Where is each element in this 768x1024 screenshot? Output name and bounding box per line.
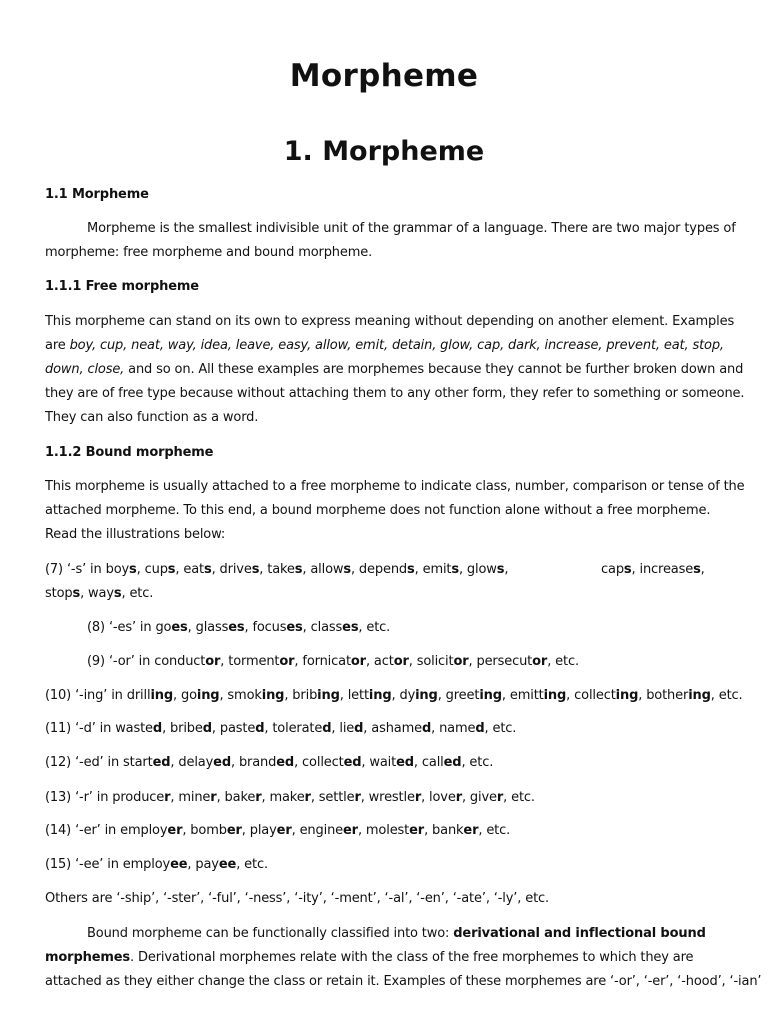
morpheme-suffix: ed xyxy=(343,755,362,770)
morpheme-suffix: ing xyxy=(479,688,502,703)
morpheme-suffix: er xyxy=(463,823,479,838)
paragraph-line xyxy=(87,926,767,942)
paragraph-line: attached morpheme. To this end, a bound morpheme does not function alone without a free morpheme. xyxy=(45,503,711,518)
morpheme-suffix: d xyxy=(421,721,432,736)
text-run: , bake xyxy=(216,790,256,805)
text-run: , make xyxy=(261,790,305,805)
text-run: , drive xyxy=(211,562,252,577)
morpheme-suffix: s xyxy=(451,562,459,577)
morpheme-suffix: ing xyxy=(150,688,174,703)
morpheme-suffix: or xyxy=(453,654,469,669)
text-run: (7) ‘-s’ in boy xyxy=(45,562,130,577)
text-run: (8) ‘-es’ in go xyxy=(87,620,172,635)
text-run: , pay xyxy=(187,857,219,872)
morpheme-suffix: r xyxy=(414,790,422,805)
text-run: . Derivational morphemes relate with the class of the free morphemes to which they are xyxy=(130,950,694,965)
text-run: (11) ‘-d’ in waste xyxy=(45,721,153,736)
morpheme-suffix: ing xyxy=(368,688,392,703)
paragraph-line: attached as they either change the class or retain it. Examples of these morphemes are ‘-or’, ‘-er’, ‘-hood’, ‘-ian’ xyxy=(45,974,762,989)
morpheme-suffix: d xyxy=(475,721,485,736)
text-run: , etc. xyxy=(121,586,154,601)
text-run: , etc. xyxy=(503,790,535,805)
text-run: , paste xyxy=(211,721,256,736)
text-run: , molest xyxy=(357,823,410,838)
example-words: down, close, xyxy=(45,362,125,377)
text-run: (10) ‘-ing’ in drill xyxy=(45,688,151,703)
text-run: , eat xyxy=(175,562,204,577)
text-run: , etc. xyxy=(236,857,268,872)
morpheme-suffix: or xyxy=(350,654,366,669)
example-9 xyxy=(87,654,767,670)
text-run: , love xyxy=(421,790,456,805)
morpheme-suffix: s xyxy=(72,586,81,601)
text-run: , emit xyxy=(414,562,452,577)
text-run: , brand xyxy=(230,755,277,770)
text-run: , go xyxy=(173,688,197,703)
text-run: , name xyxy=(431,721,476,736)
morpheme-suffix: r xyxy=(255,790,262,805)
document-title: Morpheme xyxy=(289,58,479,94)
morpheme-suffix: es xyxy=(342,620,359,635)
morpheme-suffix: d xyxy=(255,721,265,736)
morpheme-suffix: ing xyxy=(261,688,285,703)
morpheme-suffix: er xyxy=(276,823,292,838)
morpheme-suffix: ed xyxy=(443,755,462,770)
text-run: , collect xyxy=(566,688,616,703)
morpheme-suffix: r xyxy=(304,790,311,805)
text-run: , bank xyxy=(424,823,464,838)
example-7-part-b xyxy=(601,562,705,578)
example-15 xyxy=(45,857,725,873)
text-run: , act xyxy=(365,654,394,669)
morpheme-suffix: er xyxy=(343,823,358,838)
text-run: , lett xyxy=(339,688,369,703)
morpheme-suffix: or xyxy=(393,654,409,669)
morpheme-suffix: or xyxy=(532,654,548,669)
morpheme-suffix: r xyxy=(455,790,462,805)
morpheme-suffix: es xyxy=(228,620,245,635)
morpheme-suffix: ed xyxy=(276,755,295,770)
text-run: , greet xyxy=(437,688,480,703)
morpheme-suffix: ing xyxy=(615,688,639,703)
morpheme-suffix: or xyxy=(279,654,295,669)
section-heading-1-1-2: 1.1.2 Bound morpheme xyxy=(45,445,214,460)
text-run: , glass xyxy=(187,620,229,635)
morpheme-suffix: ee xyxy=(218,857,237,872)
example-11 xyxy=(45,721,725,737)
morpheme-suffix: ed xyxy=(213,755,231,770)
morpheme-suffix: ing xyxy=(415,688,438,703)
morpheme-suffix: s xyxy=(623,562,632,577)
text-run: , tolerate xyxy=(264,721,323,736)
text-run: , xyxy=(700,562,705,577)
morpheme-suffix: s xyxy=(167,562,176,577)
morpheme-suffix: s xyxy=(203,562,212,577)
paragraph-line xyxy=(45,362,744,378)
text-run: , solicit xyxy=(408,654,454,669)
example-12 xyxy=(45,755,725,771)
text-run: , play xyxy=(241,823,277,838)
morpheme-suffix: es xyxy=(171,620,188,635)
text-run: (13) ‘-r’ in produce xyxy=(45,790,165,805)
morpheme-suffix: er xyxy=(226,823,242,838)
example-14 xyxy=(45,823,725,839)
paragraph-line: morpheme: free morpheme and bound morpheme. xyxy=(45,245,373,260)
paragraph-line xyxy=(45,338,725,354)
paragraph-line: This morpheme is usually attached to a free morpheme to indicate class, number, comparison or tense of the xyxy=(45,479,745,494)
text-run: , wrestle xyxy=(360,790,415,805)
morpheme-suffix: s xyxy=(113,586,122,601)
text-run: , bribe xyxy=(162,721,203,736)
text-run: cap xyxy=(601,562,624,577)
paragraph-line: Others are ‘-ship’, ‘-ster’, ‘-ful’, ‘-ness’, ‘-ity’, ‘-ment’, ‘-al’, ‘-en’, ‘-ate’, ‘-ly’, etc. xyxy=(45,891,550,906)
text-run: , ashame xyxy=(363,721,422,736)
example-10 xyxy=(45,688,743,704)
text-run: , settle xyxy=(310,790,355,805)
morpheme-suffix: ing xyxy=(688,688,711,703)
morpheme-suffix: r xyxy=(354,790,361,805)
example-7-line-2 xyxy=(45,586,725,602)
morpheme-suffix: s xyxy=(251,562,260,577)
text-run: , etc. xyxy=(710,688,743,703)
paragraph-line: Morpheme is the smallest indivisible unit of the grammar of a language. There are two major types of xyxy=(87,221,736,236)
morpheme-suffix: or xyxy=(205,654,221,669)
text-run: , bomb xyxy=(182,823,227,838)
morpheme-suffix: d xyxy=(354,721,364,736)
morpheme-suffix: s xyxy=(294,562,303,577)
text-run: (12) ‘-ed’ in start xyxy=(45,755,153,770)
chapter-heading: 1. Morpheme xyxy=(283,136,485,167)
paragraph-line: This morpheme can stand on its own to express meaning without depending on another element. Examples xyxy=(45,314,735,329)
text-run: (15) ‘-ee’ in employ xyxy=(45,857,171,872)
morpheme-suffix: ee xyxy=(170,857,188,872)
text-run: , class xyxy=(302,620,343,635)
text-run: , persecut xyxy=(468,654,533,669)
text-run: , etc. xyxy=(547,654,579,669)
text-run: , allow xyxy=(302,562,344,577)
text-run: are xyxy=(45,338,70,353)
morpheme-suffix: d xyxy=(322,721,332,736)
morpheme-suffix: d xyxy=(202,721,212,736)
text-run: and so on. All these examples are morphemes because they cannot be further broken down and xyxy=(124,362,744,377)
morpheme-suffix: s xyxy=(343,562,351,577)
section-heading-1-1: 1.1 Morpheme xyxy=(45,187,149,202)
example-13 xyxy=(45,790,725,806)
text-run: , lie xyxy=(331,721,355,736)
bold-term: morphemes xyxy=(45,950,131,965)
text-run: , fornicat xyxy=(294,654,351,669)
morpheme-suffix: er xyxy=(167,823,183,838)
text-run: Bound morpheme can be functionally classified into two: xyxy=(87,926,454,941)
text-run: , delay xyxy=(170,755,214,770)
morpheme-suffix: er xyxy=(409,823,425,838)
text-run: , cup xyxy=(136,562,168,577)
text-run: , etc. xyxy=(478,823,511,838)
text-run: , depend xyxy=(350,562,408,577)
paragraph-line xyxy=(45,950,725,966)
text-run: (9) ‘-or’ in conduct xyxy=(87,654,206,669)
morpheme-suffix: s xyxy=(129,562,137,577)
morpheme-suffix: s xyxy=(407,562,415,577)
text-run: (14) ‘-er’ in employ xyxy=(45,823,168,838)
paragraph-line: Read the illustrations below: xyxy=(45,527,226,542)
morpheme-suffix: ing xyxy=(317,688,340,703)
text-run: , smok xyxy=(219,688,262,703)
bold-term: derivational and inflectional bound xyxy=(453,926,706,941)
example-7-line-1 xyxy=(45,562,725,578)
paragraph-line: they are of free type because without attaching them to any other form, they refer to something or someone. xyxy=(45,386,745,401)
morpheme-suffix: ing xyxy=(543,688,567,703)
morpheme-suffix: ing xyxy=(196,688,220,703)
text-run: , dy xyxy=(391,688,416,703)
text-run: stop xyxy=(45,586,73,601)
example-words: boy, cup, neat, way, idea, leave, easy, allow, emit, detain, glow, cap, dark, increase, prevent, eat, stop, xyxy=(69,338,724,353)
text-run: , bother xyxy=(638,688,689,703)
text-run: , take xyxy=(259,562,295,577)
text-run: , xyxy=(504,562,509,577)
morpheme-suffix: d xyxy=(152,721,163,736)
text-run: , torment xyxy=(220,654,280,669)
text-run: , focus xyxy=(244,620,287,635)
morpheme-suffix: ed xyxy=(396,755,414,770)
morpheme-suffix: s xyxy=(693,562,701,577)
paragraph-line: They can also function as a word. xyxy=(45,410,259,425)
text-run: , etc. xyxy=(484,721,517,736)
text-run: , glow xyxy=(458,562,497,577)
text-run: , give xyxy=(461,790,497,805)
example-8 xyxy=(87,620,767,636)
text-run: , call xyxy=(413,755,444,770)
text-run: , increase xyxy=(631,562,694,577)
text-run: , wait xyxy=(361,755,397,770)
text-run: , mine xyxy=(170,790,211,805)
section-heading-1-1-1: 1.1.1 Free morpheme xyxy=(45,279,199,294)
text-run: , emitt xyxy=(501,688,544,703)
text-run: , etc. xyxy=(358,620,391,635)
morpheme-suffix: s xyxy=(496,562,505,577)
morpheme-suffix: r xyxy=(496,790,504,805)
example-7-part-a xyxy=(45,562,508,577)
text-run: , engine xyxy=(291,823,344,838)
text-run: , etc. xyxy=(461,755,494,770)
morpheme-suffix: r xyxy=(164,790,171,805)
morpheme-suffix: ed xyxy=(152,755,171,770)
text-run: , brib xyxy=(284,688,318,703)
morpheme-suffix: es xyxy=(286,620,303,635)
text-run: , way xyxy=(80,586,114,601)
morpheme-suffix: r xyxy=(210,790,217,805)
text-run: , collect xyxy=(294,755,344,770)
